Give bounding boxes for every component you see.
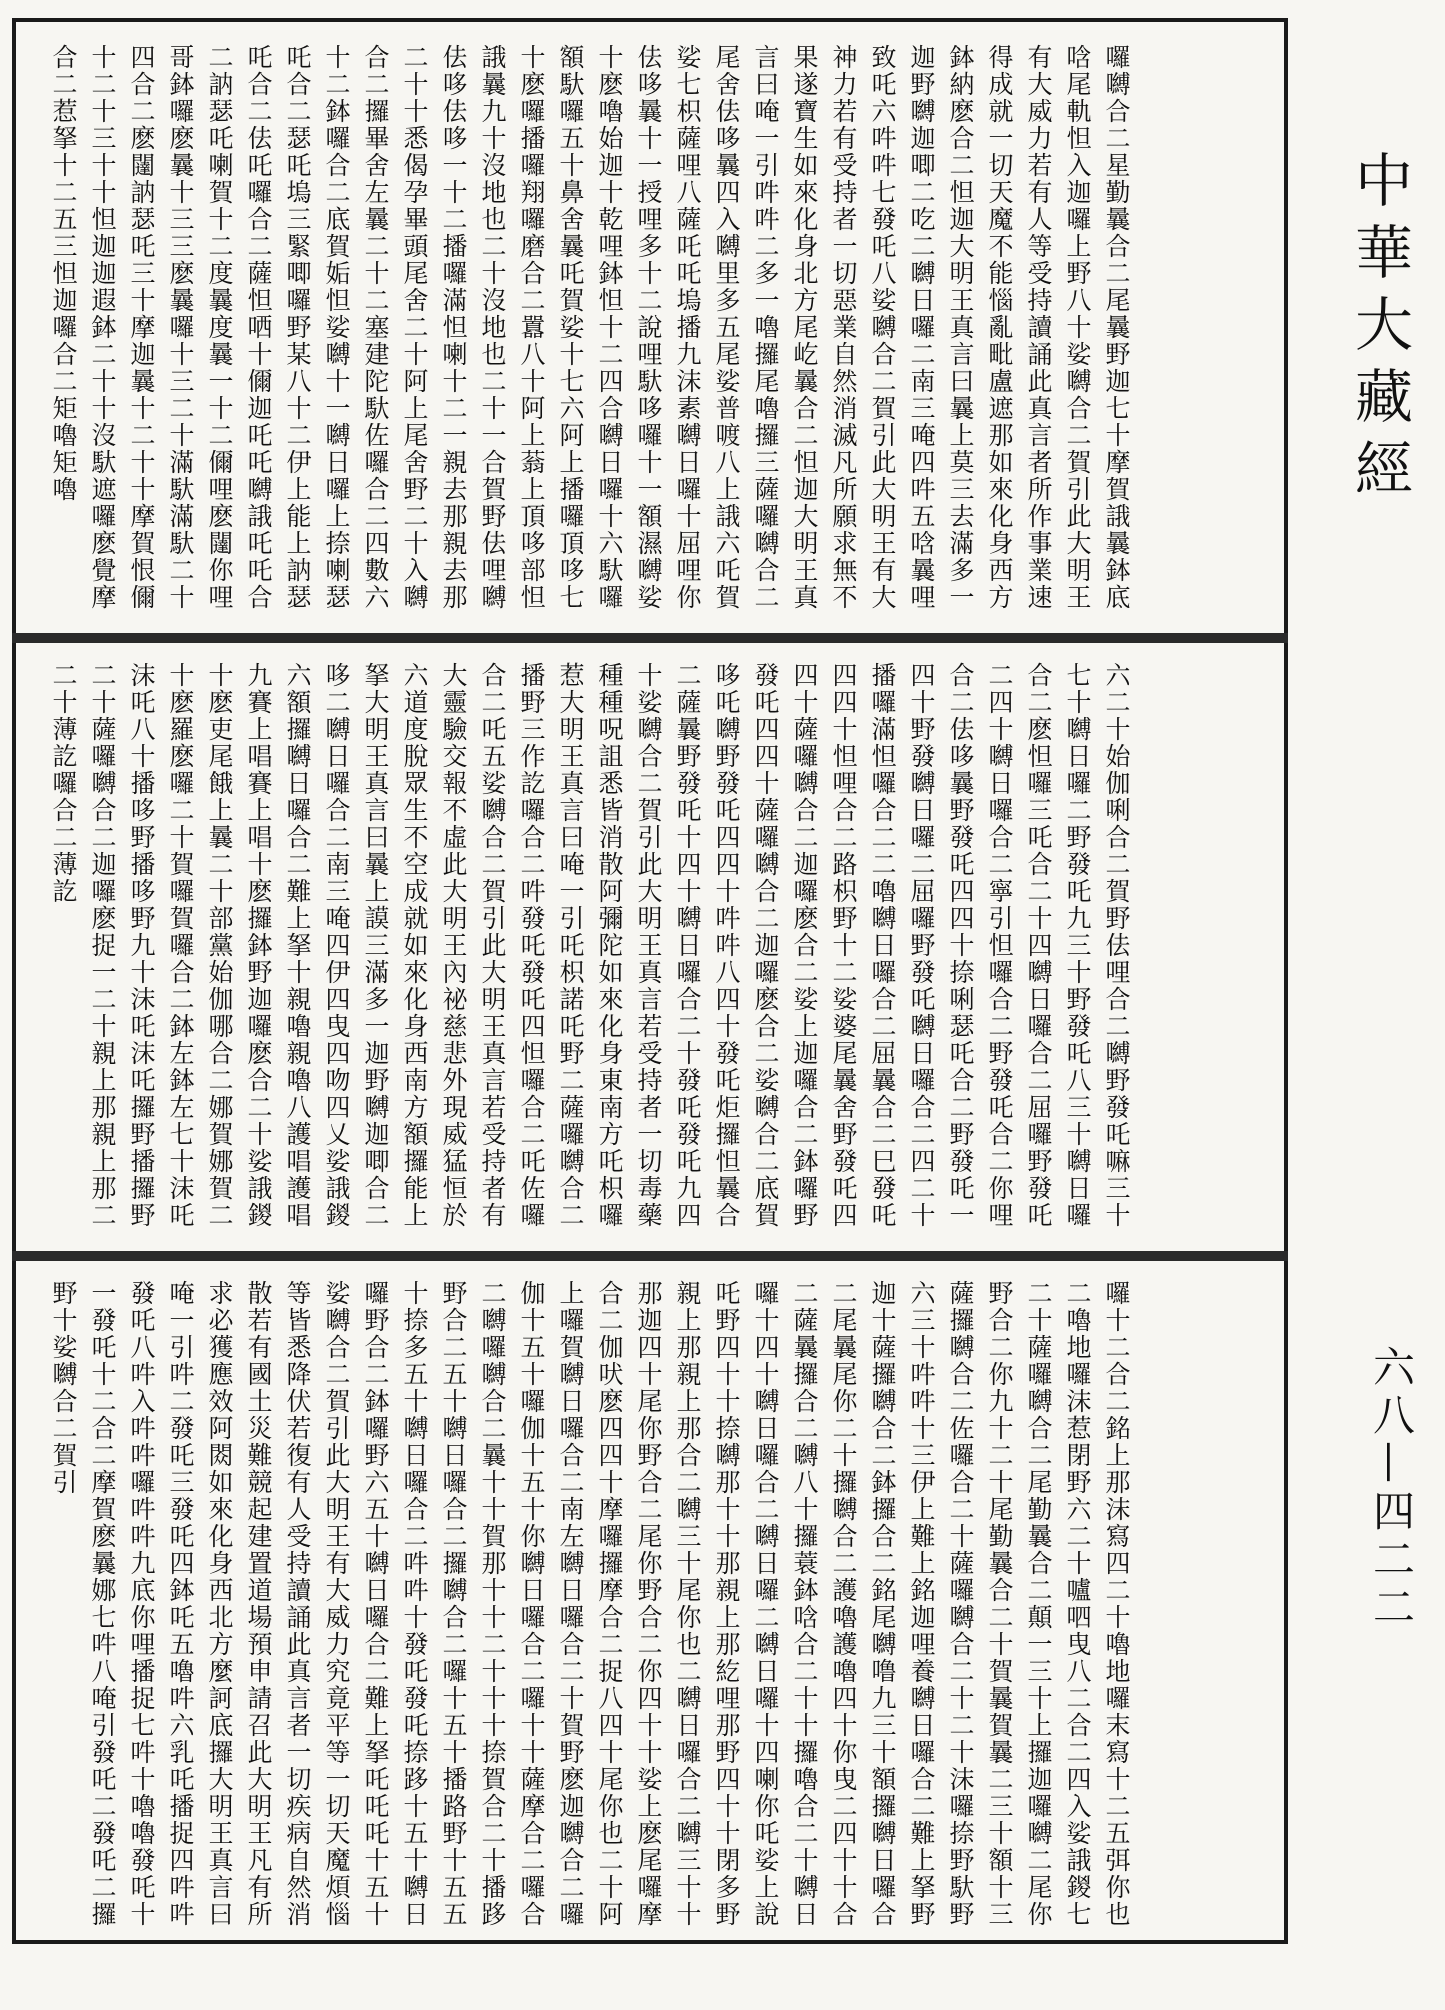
panel-text: 囉嚩合二星勤曩合二尾曩野迦七十摩賀誐曩鉢底唅尾軌怛入迦囉上野八十娑嚩合二賀引此大明王有大威力若有人等受持讀誦此真言者所作事業速得成就一切天魔不能惱亂毗盧遮那如來化身西方鉢納麽合二怛迦大明王真言曰曩上莫三去滿多一迦野嚩迦唧二吃二嚩日囉二南三唵四吽五唅曩哩致吒六吽吽七發吒八娑嚩合二賀引此大明王有大神力若有受持者一切惡業自然消滅凡所願求無不果遂寶生如來化身北方尾屹曩合二怛迦大明王真言曰唵一引吽吽二多一嚕攞尾嚕攞三薩囉嚩合二尾舍佉哆曩四入嚩里多五尾娑普喥八上誐六吒賀娑七枳薩哩八薩吒吒塢播九沫素嚩日囉十屈哩你佉哆曩十一授哩多十二說哩馱哆囉十一額濕嚩娑十麽嚕始迦十乾哩鉢怛十二四合嚩日囉十六馱囉額馱囉五十鼻舍曩吒賀娑十七六阿上播囉頂哆七十麽囉播囉翔囉磨合二囂八十阿上蓊上頂哆部怛誐曩九十沒地也二十沒地也二十一合賀野佉哩嚩佉哆佉哆一十二播囉滿怛喇十二一親去那親去那二十十悉偈孕畢頭尾舍二十阿上尾舍野二十入嚩合二攞畢舍左曩二十二塞建陀馱佐囉合二四數六十二鉢囉合二底賀姤怛娑嚩十一嚩日囉上捺喇瑟吒合二瑟吒塢三緊唧囉野某八十二伊上能上訥瑟吒合二佉吒囉合二薩怛哂十儞迦吒吒嚩誐吒吒合二訥瑟吒喇賀十二度曩度曩一十二儞哩麽闥你哩哥鉢囉麽曩十三三麽曩囉十三二十滿馱滿馱二十四合二麽闥訥瑟吒三十摩迦曩十二十十摩賀恨儞十二十三十十怛迦迦遐鉢二十十沒馱遮囉麽覺摩合二惹拏十二五三怛迦囉合二矩嚕矩嚕 [49,44,1131,611]
text-panel-top [40,38,1265,625]
page-number: 六八—四二二 [1367,1345,1416,1633]
panel-divider-1 [12,633,1288,643]
text-panel-bottom [40,1274,1265,1934]
sutra-title: 中華大藏經 [1345,150,1413,510]
panel-text: 囉十二合二銘上那沫寫四二十嚕地囉末寫十二五弭你也二嚕地囉沫惹閉野六二十嚧呬曳八二合二四入娑誐鍐七二十薩囉嚩合二尾勤曩合二顛一三十上攞迦囉嚩二尾你野合二你九十二十尾勤曩合二十賀曩賀曩二三十額十三薩攞嚩合二佐囉合二十薩囉嚩合二十二十沫囉捺野馱野六三十吽吽十三伊上難上銘迦哩養嚩日囉合二難上拏野迦十薩攞嚩合二鉢攞合二銘尾嚩噜九三十額攞嚩日囉合二尾曩尾你二十攞嚩合二護嚕護嚕四十你曳二四十十合二薩曩攞合二嚩八十攞蓑鉢唅合二十十攞嚕合二十嚩日囉十四十嚩日囉合二嚩日囉二嚩日囉十四喇你吒娑上說吒野四十十捺嚩那十十那親上那紇哩那野四十十閉多野親上那親上那合二嚩三十尾你也二嚩日囉合二嚩三十十那迦四十尾你野合二尾你野合二你四十十娑上麽尾囉摩合二伽吠麽四四十摩囉攞摩合二捉八四十尾你也二十阿上囉賀嚩日囉合二南左嚩日囉合二十賀野麽迦嚩合二囉伽十五十囉伽十五十你嚩日囉合二囉十十薩摩合二囉合二嚩囉嚩合二曩十十賀那十十二十十十捺賀合二十播跢野合二五十嚩日囉合二攞嚩合二囉十五十播路野十五五十捺多五十嚩日囉合二吽吽十發吒發吒捺跢十五十嚩日囉野合二鉢囉野六五十嚩日囉合二難上拏吒吒吒十五十娑嚩合二賀引此大明王有大威力究竟平等一切天魔煩惱等皆悉降伏若復有人受持讀誦此真言者一切疾病自然消散若有國土災難競起建置道場預申請召此大明王凡有所求必獲應效阿閦如來化身西北方麼訶底攞大明王真言曰唵一引吽二發吒三發吒四鉢吒五嚕吽六乳吒播捉四吽吽發吒八吽入吽吽囉吽吽九底你哩播捉七吽十嚕嚕發吒十一發吒十二合二摩賀麽曩娜七吽八唵引發吒二發吒二攞野十娑嚩合二賀引 [49,1280,1131,1928]
text-panel-middle [40,656,1265,1243]
panel-divider-2 [12,1251,1288,1261]
panel-text: 六二十始伽唎合二賀野佉哩合二嚩野發吒嘛三十七十嚩日囉二野發吒九三十野發吒八三十嚩日囉合二麽怛囉三吒合二十四嚩日囉合二屈囉野發吒二四十嚩日囉合二寧引怛囉合二野發吒合二你哩合二佉哆曩野發吒四四十捺唎瑟吒合二野發吒一四十野發嚩日囉二屈囉野發吒嚩日囉合二四二十播囉滿怛囉合二二嚕嚩日囉合二屈曩合二巳發吒四四十怛哩合二路枳野十二娑婆尾曩舍野發吒四四十薩囉嚩合二迦囉麽合二娑上迦囉合二鉢囉野發吒四四十薩囉嚩合二迦囉麽合二娑嚩合二底賀哆吒嚩野發吒四四十吽吽八四十發吒炬攞怛曩合二薩曩野發吒十四十嚩日囉合二十發吒發吒九四十娑嚩合二賀引此大明王真言若受持者一切毒藥種種呪詛悉皆消散阿彌陀如來化身東南方吒枳囉惹大明王真言曰唵一引吒枳諾吒野二薩囉嚩合二播野三作訖囉合二吽發吒發吒四怛囉合二吒佐囉合二吒五娑嚩合二賀引此大明王真言若受持者有大靈驗交報不虛此大明王內祕慈悲外現威猛恒於六道度脫眾生不空成就如來化身西南方額攞能上拏大明王真言曰曩上謨三滿多一迦野嚩迦唧合二哆二嚩日囉合二南三唵四伊四曳四吻四乂娑誐鍐六額攞嚩日囉合二難上拏十親嚕親嚕八護唱護唱九賽上唱賽上唱十麽攞鉢野迦囉麽合二十娑誐鍐十麽吏尾餓上曩二十部黨始伽哪合二娜賀娜賀二十麽羅麽囉二十賀囉賀囉合二鉢左鉢左七十沫吒沫吒八十播哆野播哆野九十沫吒沫吒攞野播攞野二十薩囉嚩合二迦囉麽捉一二十親上那親上那二二十薄訖囉合二薄訖 [49,662,1131,1229]
